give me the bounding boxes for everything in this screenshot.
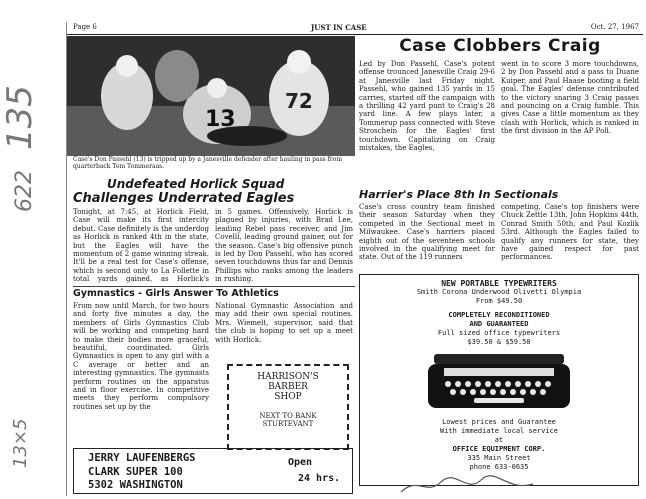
barber-ad [227,364,349,450]
gymnastics-headline: Gymnastics - Girls Answer To Athletics [73,288,279,299]
horlick-headline-2: Challenges Underrated Eagles [73,191,295,206]
harriers-col2: competing, Case's top finishers were Chuck Zettle 13th, John Hopkins 44th, Conrad Smith 50th, and Paul Kozlik 53rd. Although the Eagles failed to qualify any runners for state, they have gained respect for past performances. [501,203,639,262]
clobbers-headline: Case Clobbers Craig [399,36,601,56]
photo-caption: Case's Don Passehl (13) is tripped up by a Janesville defender after hauling in pass from quarterback Tom Tommeraas. [73,156,343,170]
page-number: Page 6 [73,23,97,31]
football-photo-art [67,36,355,156]
laufenberg-line1: JERRY LAUFENBERGS [88,452,196,464]
typewriter-phone: phone 633-0635 [469,463,529,471]
harriers-headline: Harrier's Place 8th In Sectionals [359,188,559,201]
typewriter-company: OFFICE EQUIPMENT CORP. [452,445,546,453]
laufenberg-line2: CLARK SUPER 100 [88,466,183,478]
typewriter-illustration [424,350,574,416]
clobbers-col1: Led by Don Passehl, Case's potent offense trounced Janesville Craig 29-6 at Janesville last Friday night. Passehl, who gained 135 yards in 15 carries, started off the campaign with a thrilling 42 yard punt to Craig's 28 yard line. A few plays later, a Tommerup pass connected with Steve Stroschein for the Eagles' first touchdown. Capitalizing on Craig mistakes, the Eagles, [359,60,495,153]
laufenberg-open: Open [288,457,313,468]
barber-line1: HARRISON'S [257,372,319,382]
gymnastics-col2: National Gymnastic Association and may add their own special routines. Mrs. Wiemelt, supervisor, said that the club is hoping to set up a meet with Horlick. [215,302,353,344]
typewriter-title: NEW PORTABLE TYPEWRITERS [441,279,557,288]
barber-line5: STURTEVANT [262,420,314,428]
horlick-headline-1: Undefeated Horlick Squad [107,177,285,191]
jersey-number-72: 72 [285,89,313,113]
typewriter-prices2: $39.50 & $59.50 [467,338,531,346]
laufenberg-line3: 5302 WASHINGTON [88,479,183,491]
laufenberg-ad [73,448,353,494]
typewriter-at: at [494,436,504,444]
typewriter-cond2: AND GUARANTEED [469,320,529,328]
typewriter-slogan1: Lowest prices and Guarantee [442,418,556,426]
page-header [67,22,643,35]
clobbers-col2: went in to score 3 more touchdowns, 2 by Don Passehl and a pass to Duane Kuiper, and Paul Haase booting a field goal. The Eagles' defense contributed to the victory snaring 3 Craig passes and pouncing on a Craig fumble. This gives Case a little momentum as they clash with Horlick, which is ranked in the first division in the AP Poll. [501,60,639,136]
horlick-col2: in 5 games. Offensively, Horlick is plagued by injuries, with Brad Lee, leading Rebel pass receiver, and Jim Covelli, leading ground gainer, out for the season. Case's big offensive punch is led by Don Passehl, who has scored seven touchdowns thus far and Dennis Phillips who ranks among the leaders in rushing. [215,208,353,284]
barber-line4: NEXT TO BANK [259,412,317,420]
horlick-col1: Tonight, at 7:45, at Horlick Field, Case will make its first intercity debut. Case definitely is the underdog as Horlick is ranked 4th in the state, but the Eagles will have the momentum of 2 game winning streak. It'll be a real test for Case's offense, which is second only to La Follette in total yards gained, as Horlick's [73,208,209,284]
typewriter-address: 335 Main Street [467,454,531,462]
margin-note-top: 135 [0,85,40,150]
typewriter-slogan2: With immediate local service [439,427,558,435]
typewriter-cond1: COMPLETELY RECONDITIONED [448,311,550,319]
divider [73,286,355,287]
margin-note-middle: 622 [12,170,37,212]
newspaper-page [66,22,643,496]
barber-line2: BARBER [268,382,308,392]
gymnastics-col1: From now until March, for two hours and forty five minutes a day, the members of Girls Gymnastics Club will be working and competing hard to make their bodies more graceful, beautiful, coordinated. Girls Gymnastics is open to any girl with a C average or better and an interesting gymnastics. The gymnasts perform routines on the apparatus and in floor exercise. In competitive meets they perform compulsory routines set up by the [73,302,209,411]
barber-line3: SHOP [274,392,302,402]
paper-name: JUST IN CASE [311,23,367,32]
typewriter-ad [359,274,639,486]
issue-date: Oct. 27, 1967 [590,23,639,31]
typewriter-sizes: Full sized office typewriters [437,329,561,337]
typewriter-brands: Smith Corona Underwood Olivetti Olympia [416,288,582,296]
typewriter-price1: From $49.50 [475,297,523,305]
signature-scribble [397,474,537,498]
football-photo [67,36,355,156]
laufenberg-hours: 24 hrs. [298,473,341,484]
margin-note-bottom: 13×5 [10,418,31,468]
harriers-col1: Case's cross country team finished their season Saturday when they competed in the Sectional meet in Milwaukee. Case's harriers placed eighth out of the seventeen schools involved in the qualifying meet for state. Out of the 119 runners [359,203,495,262]
jersey-number-13: 13 [205,107,236,132]
